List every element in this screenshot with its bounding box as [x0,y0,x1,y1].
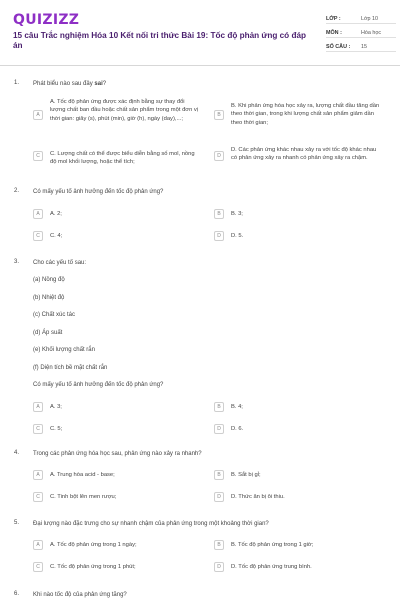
question-text-pre: Phát biểu nào sau đây [33,81,95,87]
meta-value-class: Lớp 10 [361,16,379,22]
option-text-b: B. 4; [231,404,243,410]
option-badge-c: C [33,151,43,161]
option-text-c: C. Tinh bột lên men rượu; [50,494,117,500]
factor-line: (d) Áp suất [33,330,63,336]
option-badge-a: A [33,470,43,480]
question-text: Cho các yếu tố sau: [33,260,87,266]
meta-label-count: SỐ CÂU : [326,44,351,50]
option-badge-c: C [33,424,43,434]
option-text-c: C. 5; [50,426,63,432]
option-text-c: C. 4; [50,233,63,239]
factor-line: (c) Chất xúc tác [33,312,76,318]
option-badge-c: C [33,231,43,241]
question-subprompt: Có mấy yếu tố ảnh hưởng đến tốc độ phản ứng? [33,382,164,388]
meta-value-subject: Hóa học [361,30,382,36]
question-text: Đại lượng nào đặc trưng cho sự nhanh chậm của phản ứng trong một khoảng thời gian? [33,521,269,527]
option-badge-b: B [214,110,224,120]
option-text-d: D. Các phản ứng khác nhau xảy ra với tốc độ khác nhau có phản ứng xảy ra nhanh có phản ứng xảy ra chậm. [231,147,377,162]
document-header [0,0,400,66]
question-text [33,80,373,88]
question-number: 1. [14,80,20,86]
meta-label-class: LỚP : [326,16,341,22]
option-text-b: B. Khi phản ứng hóa học xảy ra, lượng chất đầu tăng dần theo thời gian, trong khi lượng chất sản phẩm giảm dần theo thời gian; [231,103,380,126]
option-badge-c: C [33,562,43,572]
option-badge-b: B [214,540,224,550]
question-number: 6. [14,591,20,597]
option-badge-c: C [33,492,43,502]
option-badge-d: D [214,231,224,241]
question-text: Khi nào tốc độ của phản ứng tăng? [33,592,127,598]
option-badge-d: D [214,492,224,502]
question-text: Trong các phản ứng hóa học sau, phản ứng nào xảy ra nhanh? [33,451,202,457]
document-title: 15 câu Trắc nghiệm Hóa 10 Kết nối tri thức Bài 19: Tốc độ phản ứng có đáp án [13,31,307,51]
option-badge-d: D [214,562,224,572]
option-badge-a: A [33,402,43,412]
option-text-d: D. Thức ăn bị ôi thiu. [231,494,285,500]
option-badge-b: B [214,209,224,219]
option-text-a: A. Trung hòa acid - base; [50,472,115,478]
factor-line: (f) Diện tích bề mặt chất rắn [33,365,108,371]
option-text-b: B. 3; [231,211,243,217]
option-text-c: C. Lượng chất có thể được biểu diễn bằng số mol, nồng độ mol khối lượng, hoặc thể tích; [50,151,195,166]
question-text-emphasis: sai [94,81,103,87]
option-badge-d: D [214,151,224,161]
option-text-a: A. 3; [50,404,62,410]
meta-row-class [326,14,396,24]
option-text-a: A. 2; [50,211,62,217]
option-text-d: D. Tốc độ phản ứng trung bình. [231,564,312,570]
option-text-b: B. Tốc độ phản ứng trong 1 giờ; [231,542,314,548]
question-number: 5. [14,520,20,526]
option-badge-d: D [214,424,224,434]
option-text-a: A. Tốc độ phản ứng được xác định bằng sự thay đổi lượng chất ban đầu hoặc chất sản phẩm trong một đơn vị thời gian: giây (s), phút (min), giờ (h), ngày (day),...; [50,99,199,122]
meta-row-subject [326,28,396,38]
option-text-a: A. Tốc độ phản ứng trong 1 ngày; [50,542,137,548]
quizizz-logo: QUIZIZZ [13,12,80,28]
question-text: Có mấy yếu tố ảnh hưởng đến tốc độ phản ứng? [33,189,164,195]
question-number: 3. [14,259,20,265]
option-badge-a: A [33,209,43,219]
option-text-d: D. 6. [231,426,244,432]
question-number: 4. [14,450,20,456]
option-badge-a: A [33,540,43,550]
option-text-c: C. Tốc độ phản ứng trong 1 phút; [50,564,136,570]
factor-line: (a) Nồng độ [33,277,65,283]
factor-line: (b) Nhiệt độ [33,295,65,301]
meta-label-subject: MÔN : [326,30,342,36]
meta-row-count [326,42,396,52]
question-number: 2. [14,188,20,194]
option-badge-b: B [214,402,224,412]
option-text-b: B. Sắt bị gỉ; [231,472,261,478]
option-badge-a: A [33,110,43,120]
question-text-post: ? [102,81,107,87]
option-badge-b: B [214,470,224,480]
meta-value-count: 15 [361,44,367,50]
option-text-d: D. 5. [231,233,244,239]
factor-line: (e) Khối lượng chất rắn [33,347,95,353]
